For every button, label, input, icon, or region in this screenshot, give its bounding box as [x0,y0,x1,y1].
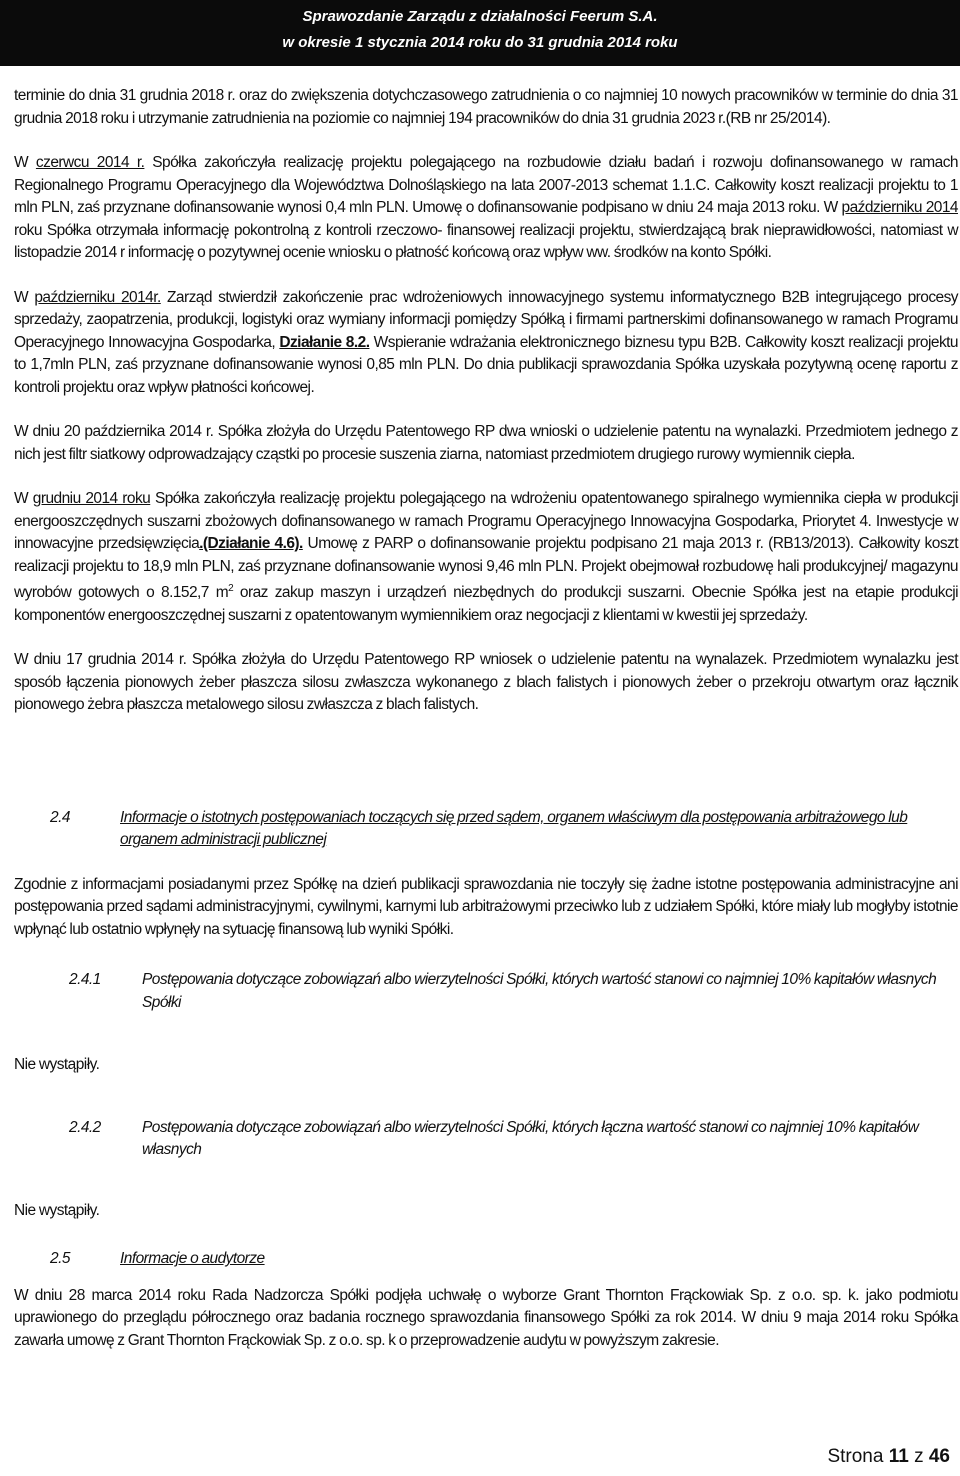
date-october-2014r: październiku 2014r. [34,288,161,306]
section-number: 2.4 [50,808,70,826]
paragraph-patent-applications: W dniu 20 października 2014 r. Spółka złożyła do Urzędu Patentowego RP dwa wnioski o udzielenie patentu na wynalazki. Przedmiotem jednego z nich jest filtr siatkowy odprowadzający cząstki po procesie suszenia ziarna, natomiast przedmiotem drugiego rurowy wymiennik ciepła. [14,423,958,463]
paragraph-heat-exchanger [14,488,958,627]
page-header [0,0,960,66]
date-october-2014: październiku 2014 [841,199,958,216]
section-heading-2-5 [14,1248,958,1271]
text: Spółka zakończyła realizację projektu polegającego na rozbudowie działu badań i rozwoju dofinansowanego w ramach Regionalnego Programu Operacyjnego dla Województwa Dolnośląskiego na lata 2007-2013 schemat 1.1.C. Całkowity koszt realizacji projektu to 1 mln PLN, zaś przyznane dofinansowanie wynosi 0,4 mln PLN. Umowę o dofinansowanie podpisano w dniu 24 maja 2013 roku. W [14,154,958,216]
paragraph-employment: terminie do dnia 31 grudnia 2018 r. oraz do zwiększenia dotychczasowego zatrudnienia o co najmniej 10 nowych pracowników w terminie do dnia 31 grudnia 2018 roku i utrzymanie zatrudnienia na poziomie co najmniej 194 pracowników do dnia 31 grudnia 2023 r.(RB nr 25/2014). [14,87,958,127]
text: roku Spółka otrzymała informację pokontrolną z kontroli rzeczowo- finansowej realizacji projektu, stwierdzającą brak nieprawidłowości, natomiast w listopadzie 2014 r informację o pozytywnej ocenie wniosku o płatność końcową oraz wpływ ww. środków na konto Spółki. [14,221,958,261]
subsection-heading-2-4-2 [14,1117,958,1162]
subsection-heading-2-4-1 [14,969,958,1014]
date-june-2014: czerwcu 2014 r. [35,154,145,171]
section-title: Informacje o audytorze [120,1250,265,1268]
text: W [14,288,35,306]
subsection-title: Postępowania dotyczące zobowiązań albo wierzytelności Spółki, których łączna wartość stanowi co najmniej 10% kapitałów własnych [142,1118,919,1159]
paragraph-rd-project [14,152,958,265]
current-page: 11 [888,1446,909,1467]
paragraph-proceedings: Zgodnie z informacjami posiadanymi przez Spółkę na dzień publikacji sprawozdania nie toczyły się żadne istotne postępowania administracyjne ani postępowania przed sądami administracyjnymi, cywilnymi, karnymi lub arbitrażowymi przeciwko lub z udziałem Spółki, które miały lub mogłyby istotnie wpłynąć lub ostatnio wpłynęły na sytuację finansową lub wyniki Spółki. [14,875,958,938]
page-number [827,1446,950,1468]
text: Umowę z PARP o dofinansowanie projektu podpisano 21 maja 2013 r. (RB13/2013). Całkowity koszt realizacji projektu to 18,9 mln PLN, zaś przyznane dofinansowanie wynosi 9,46 mln PLN. Projekt obejmował rozbudowę hali produkcyjnej/ magazynu wyrobów gotowych o 8.152,7 m [14,535,958,602]
paragraph-patent-silo: W dniu 17 grudnia 2014 r. Spółka złożyła do Urzędu Patentowego RP wniosek o udzielenie patentu na wynalazek. Przedmiotem wynalazku jest sposób łączenia pionowych żeber płaszcza silosu zwłaszcza wykonanego z blach falistych i pionowych żeber o przekroju otwartym oraz łącznik pionowego żebra płaszcza metalowego silosu zwłaszcza z blach falistych. [14,651,958,714]
none-occurred-2: Nie wystąpiły. [14,1201,100,1219]
subsection-title: Postępowania dotyczące zobowiązań albo wierzytelności Spółki, których wartość stanowi co najmniej 10% kapitałów własnych Spółki [142,971,937,1011]
total-pages: 46 [928,1446,950,1467]
subsection-number: 2.4.2 [69,1118,101,1136]
action-8-2: Działanie 8.2. [279,333,370,351]
section-title: Informacje o istotnych postępowaniach toczących się przed sądem, organem właściwym dla postępowania arbitrażowego lub organem administracji publicznej [120,808,908,849]
text: Zarząd stwierdził zakończenie prac wdrożeniowych innowacyjnego systemu informatycznego B2B integrującego procesy sprzedaży, zaopatrzenia, produkcji, logistyki oraz wymiany informacji pomiędzy Spółką i firmami partnerskimi dofinansowanego w ramach Programu Operacyjnego Innowacyjna Gospodarka, [14,288,958,351]
document-body [14,85,958,1352]
paragraph-b2b-system [14,287,958,400]
paragraph-auditor: W dniu 28 marca 2014 roku Rada Nadzorcza Spółki podjęła uchwałę o wyborze Grant Thornton Frąckowiak Sp. z o.o. sp. k. jako podmiotu uprawionego do przeglądu półrocznego oraz badania rocznego sprawozdania finansowego Spółki za rok 2014. W dniu 9 maja 2014 roku Spółka zawarła umowę z Grant Thornton Frąckowiak Sp. z o.o. sp. k o przeprowadzenie audytu w powyższym zakresie. [14,1286,958,1349]
none-occurred-1: Nie wystąpiły. [14,1056,100,1074]
header-period: w okresie 1 stycznia 2014 roku do 31 grudnia 2014 roku [282,34,678,51]
action-4-6: .(Działanie 4.6). [199,535,303,552]
section-number: 2.5 [50,1250,70,1268]
page-label: Strona [827,1446,884,1467]
header-title: Sprawozdanie Zarządu z działalności Feerum S.A. [302,8,658,25]
date-december-2014: grudniu 2014 roku [32,490,151,507]
subsection-number: 2.4.1 [69,971,101,989]
superscript: 2 [228,583,234,594]
section-heading-2-4 [14,807,958,852]
text: Wspieranie wdrażania elektronicznego biznesu typu B2B. Całkowity koszt realizacji projektu to 1,7mln PLN, zaś przyznane dofinansowanie wynosi 0,85 mln PLN. Do dnia publikacji sprawozdania Spółka uzyskała pozytywną ocenę raportu z kontroli projektu oraz wpływ płatności końcowej. [14,333,958,396]
page-of: z [914,1446,924,1467]
text: oraz zakup maszyn i urządzeń niezbędnych do produkcji suszarni. Obecnie Spółka jest na etapie produkcji komponentów energooszczędnej suszarni z opatentowanym wymiennikiem oraz negocjacji z klientami w kwestii jej sprzedaży. [14,584,958,624]
text: W [14,490,33,507]
text: W [14,154,36,171]
text: Spółka zakończyła realizację projektu polegającego na wdrożeniu opatentowanego spiralnego wymiennika ciepła w produkcji energooszczędnych suszarni zbożowych dofinansowanego w ramach Programu Operacyjnego Innowacyjna Gospodarka, Priorytet 4. Inwestycje w innowacyjne przedsięwzięcia [14,490,958,552]
